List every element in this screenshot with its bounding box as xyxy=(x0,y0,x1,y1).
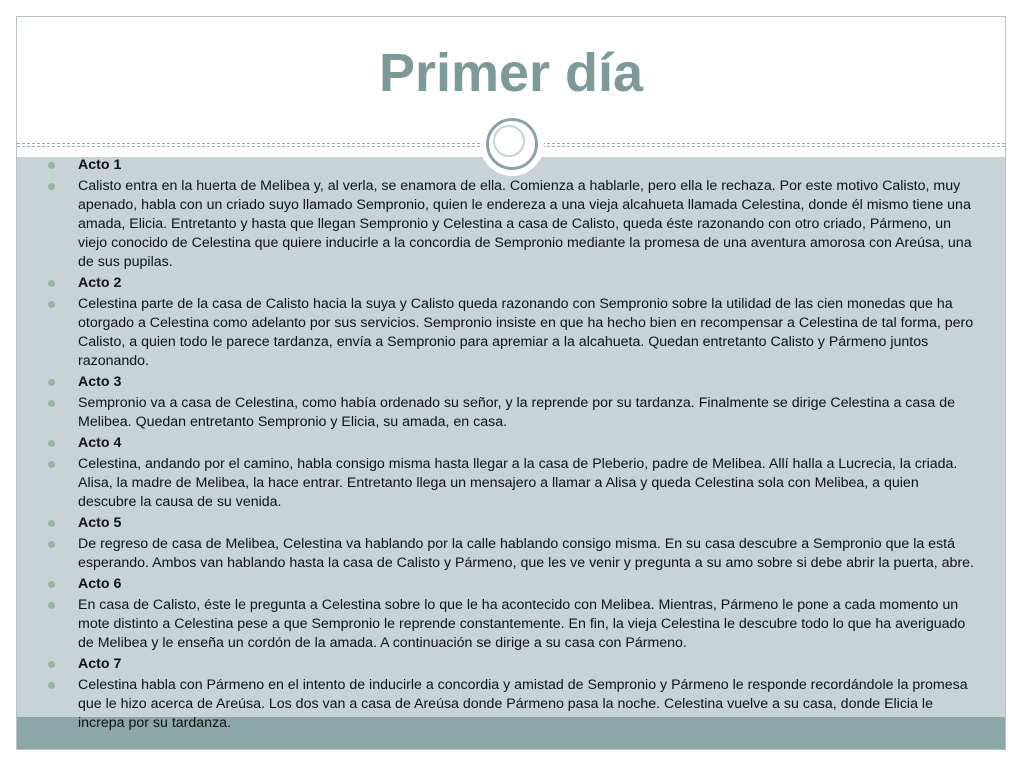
bullet-dot-icon xyxy=(48,602,55,609)
bullet-dot-icon xyxy=(48,400,55,407)
bullet-dot-icon xyxy=(48,183,55,190)
bullet-item-acto-6-summary xyxy=(48,596,978,653)
bullet-dot-icon xyxy=(48,379,55,386)
slide-title: Primer día xyxy=(378,43,644,103)
bullet-dot-icon xyxy=(48,162,55,169)
bullet-text: De regreso de casa de Melibea, Celestina va hablando por la calle hablando consigo misma. En su casa descubre a Sempronio que la está esperando. Ambos van hablando hasta la casa de Calisto y Pármeno, que les ve venir y pregunta a su amo sobre si debe abrir la puerta, abre. xyxy=(78,536,974,571)
bullet-item-acto-6-heading xyxy=(48,575,978,594)
bullet-item-acto-5-summary xyxy=(48,535,978,573)
bullet-dot-icon xyxy=(48,440,55,447)
bullet-item-acto-2-summary xyxy=(48,295,978,371)
bullet-list xyxy=(48,156,978,735)
bullet-text: Celestina habla con Pármeno en el intento de inducirle a concordia y amistad de Sempronio y Pármeno le responde recordándole la promesa que le hizo acerca de Areúsa. Los dos van a casa de Areúsa donde Pármeno pasa la noche. Celestina vuelve a su casa, donde Elicia le increpa por su tardanza. xyxy=(78,677,968,731)
bullet-dot-icon xyxy=(48,682,55,689)
bullet-text: Acto 7 xyxy=(78,656,122,672)
bullet-text: Acto 1 xyxy=(78,157,122,173)
bullet-item-acto-4-heading xyxy=(48,434,978,453)
bullet-text: Acto 3 xyxy=(78,374,122,390)
bullet-text: Acto 4 xyxy=(78,435,122,451)
bullet-item-acto-2-heading xyxy=(48,274,978,293)
bullet-dot-icon xyxy=(48,581,55,588)
bullet-dot-icon xyxy=(48,461,55,468)
bullet-dot-icon xyxy=(48,661,55,668)
bullet-item-acto-4-summary xyxy=(48,455,978,512)
bullet-text: Acto 5 xyxy=(78,515,122,531)
bullet-text: Celestina, andando por el camino, habla consigo misma hasta llegar a la casa de Pleberio, padre de Melibea. Allí halla a Lucrecia, la criada. Alisa, la madre de Melibea, la hace entrar. Entretanto llega un mensajero a llamar a Alisa y queda Celestina sola con Melibea, a quien descubre la causa de su venida. xyxy=(78,456,958,510)
bullet-item-acto-5-heading xyxy=(48,514,978,533)
bullet-dot-icon xyxy=(48,301,55,308)
bullet-text: Sempronio va a casa de Celestina, como había ordenado su señor, y la reprende por su tardanza. Finalmente se dirige Celestina a casa de Melibea. Quedan entretanto Sempronio y Elicia, su amada, en casa. xyxy=(78,395,955,430)
bullet-dot-icon xyxy=(48,280,55,287)
bullet-text: Calisto entra en la huerta de Melibea y, al verla, se enamora de ella. Comienza a hablarle, pero ella le rechaza. Por este motivo Calisto, muy apenado, habla con un criado suyo llamado Sempronio, quien le endereza a una vieja alcahueta llamada Celestina, donde él mismo tiene una amada, Elicia. Entretanto y hasta que llegan Sempronio y Celestina a casa de Calisto, queda éste razonando con otro criado, Pármeno, un viejo conocido de Celestina que quiere inducirle a la concordia de Sempronio mediante la promesa de una aventura amorosa con Areúsa, una de sus pupilas. xyxy=(78,178,972,270)
bullet-item-acto-1-summary xyxy=(48,177,978,272)
bullet-item-acto-1-heading xyxy=(48,156,978,175)
bullet-dot-icon xyxy=(48,541,55,548)
bullet-dot-icon xyxy=(48,520,55,527)
ornament-inner-ring xyxy=(493,125,525,157)
bullet-item-acto-3-summary xyxy=(48,394,978,432)
bullet-text: Celestina parte de la casa de Calisto hacia la suya y Calisto queda razonando con Sempronio sobre la utilidad de las cien monedas que ha otorgado a Celestina como adelanto por sus servicios. Sempronio insiste en que ha hecho bien en recompensar a Celestina de tal forma, pero Calisto, a quien todo le parece tardanza, envía a Sempronio para apremiar a la alcahueta. Quedan entretanto Calisto y Pármeno juntos razonando. xyxy=(78,296,974,369)
bullet-text: Acto 2 xyxy=(78,275,122,291)
bullet-item-acto-3-heading xyxy=(48,373,978,392)
bullet-item-acto-7-heading xyxy=(48,655,978,674)
bullet-text: En casa de Calisto, éste le pregunta a Celestina sobre lo que le ha acontecido con Melibea. Mientras, Pármeno le pone a cada momento un mote distinto a Celestina pese a que Sempronio le reprende constantemente. En fin, la vieja Celestina le descubre todo lo que ha averiguado de Melibea y le enseña un cordón de la amada. A continuación se dirige a su casa con Pármeno. xyxy=(78,597,966,651)
bullet-text: Acto 6 xyxy=(78,576,122,592)
bullet-item-acto-7-summary xyxy=(48,676,978,733)
